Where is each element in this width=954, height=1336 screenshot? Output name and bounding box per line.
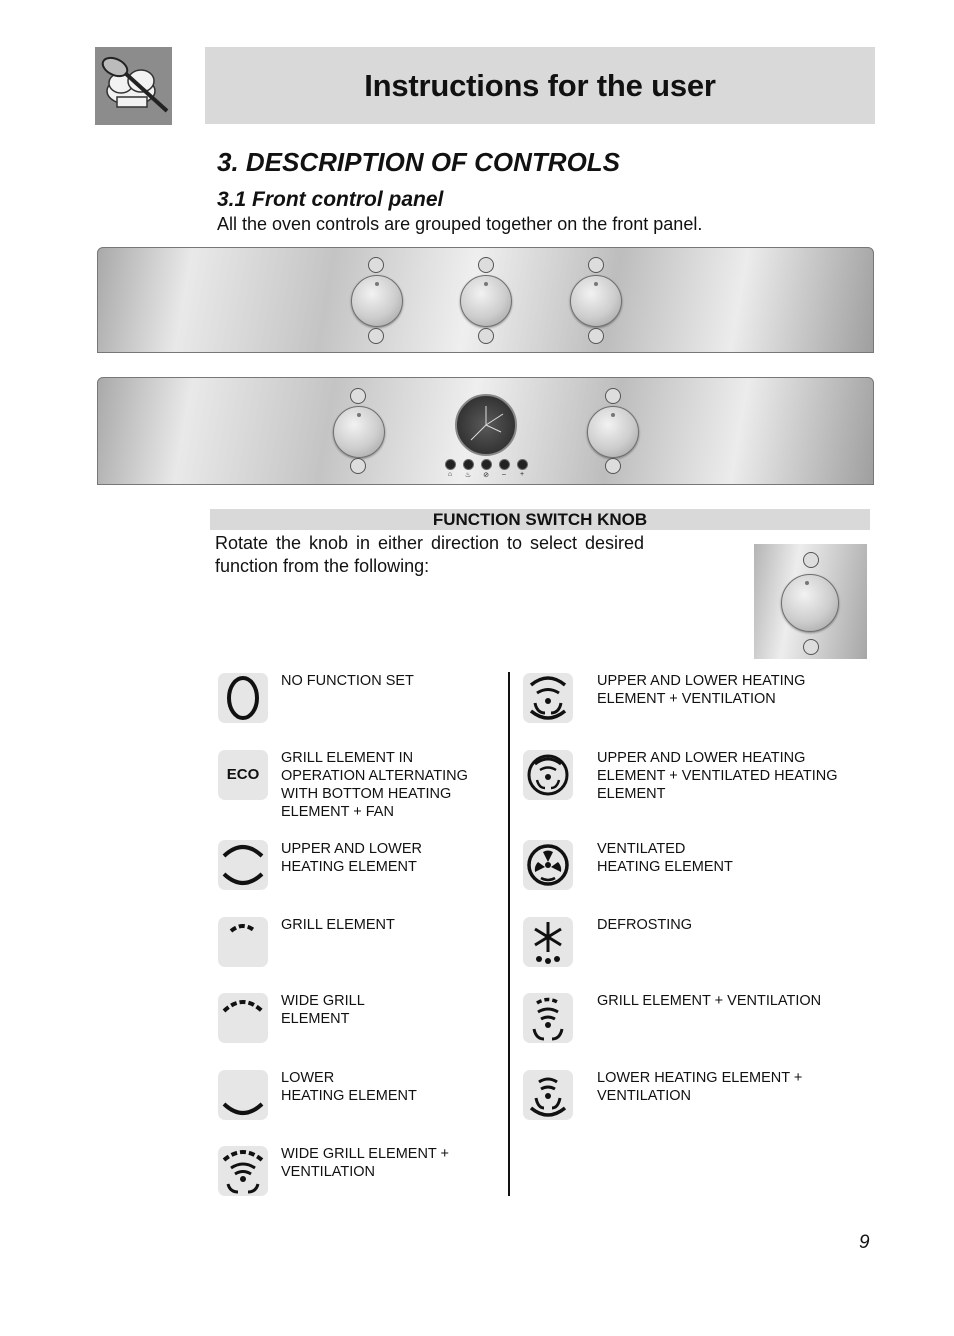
function-label: UPPER AND LOWER HEATING ELEMENT — [281, 841, 422, 875]
grill-ventilation-icon — [523, 993, 573, 1043]
section-title: 3. DESCRIPTION OF CONTROLS — [217, 147, 621, 177]
no-function-icon — [218, 673, 268, 723]
function-label: GRILL ELEMENT — [281, 917, 395, 933]
clock-button-label: ⌂ — [447, 471, 453, 478]
knob-indicator — [350, 458, 366, 474]
function-label: DEFROSTING — [597, 917, 693, 933]
timer-knob-image — [570, 275, 622, 327]
wide-grill-ventilation-icon — [218, 1146, 268, 1196]
knob-indicator — [588, 257, 604, 273]
function-switch-heading: FUNCTION SWITCH KNOB — [210, 509, 870, 530]
function-label: LOWER HEATING ELEMENT + VENTILATION — [597, 1070, 803, 1104]
function-knob-image — [781, 574, 839, 632]
eco-icon-text: ECO — [226, 766, 260, 783]
function-knob-image — [333, 406, 385, 458]
function-label: UPPER AND LOWER HEATING ELEMENT + VENTILATED HEATING ELEMENT — [597, 750, 838, 802]
page-number: 9 — [859, 1232, 870, 1253]
knob-indicator — [803, 639, 819, 655]
upper-lower-heating-icon — [218, 840, 268, 890]
knob-indicator — [588, 328, 604, 344]
clock-button-label: – — [502, 471, 506, 478]
front-control-panel-clock-image — [97, 377, 874, 485]
function-label: WIDE GRILL ELEMENT — [281, 993, 365, 1027]
clock-button-label: ⊘ — [483, 472, 489, 479]
function-knob-photo — [754, 544, 867, 659]
clock-button — [481, 459, 492, 470]
thermostat-knob-image — [460, 275, 512, 327]
clock-button — [517, 459, 528, 470]
header-bar — [205, 47, 875, 124]
front-control-panel-image — [97, 247, 874, 353]
clock-button — [445, 459, 456, 470]
knob-indicator — [478, 328, 494, 344]
section-subtitle: 3.1 Front control panel — [217, 188, 444, 211]
knob-indicator — [478, 257, 494, 273]
chef-logo — [95, 47, 172, 125]
clock-button — [463, 459, 474, 470]
function-knob-image — [351, 275, 403, 327]
lower-heating-icon — [218, 1070, 268, 1120]
wide-grill-icon — [218, 993, 268, 1043]
clock-button — [499, 459, 510, 470]
knob-indicator — [350, 388, 366, 404]
ventilated-heating-icon — [523, 840, 573, 890]
function-label: UPPER AND LOWER HEATING ELEMENT + VENTILATION — [597, 673, 806, 707]
function-label: GRILL ELEMENT IN OPERATION ALTERNATING WITH BOTTOM HEATING ELEMENT + FAN — [281, 750, 468, 820]
grill-element-icon — [218, 917, 268, 967]
analog-clock-image — [455, 394, 517, 456]
upper-lower-ventilated-heating-icon — [523, 750, 573, 800]
knob-indicator — [605, 458, 621, 474]
function-label: GRILL ELEMENT + VENTILATION — [597, 993, 822, 1009]
clock-button-label: + — [519, 471, 525, 478]
clock-button-label: ♨ — [464, 472, 472, 479]
knob-indicator — [803, 552, 819, 568]
eco-icon — [218, 750, 268, 800]
knob-indicator — [605, 388, 621, 404]
defrosting-icon — [523, 917, 573, 967]
function-label: WIDE GRILL ELEMENT + VENTILATION — [281, 1146, 450, 1180]
function-label: NO FUNCTION SET — [281, 673, 414, 689]
timer-knob-image — [587, 406, 639, 458]
function-label: VENTILATED HEATING ELEMENT — [597, 841, 733, 875]
lower-heating-ventilation-icon — [523, 1070, 573, 1120]
upper-lower-ventilation-icon — [523, 673, 573, 723]
page-header-title: Instructions for the user — [364, 68, 716, 103]
knob-indicator — [368, 257, 384, 273]
knob-indicator — [368, 328, 384, 344]
function-switch-description: Rotate the knob in either direction to select desired function from the following: — [215, 533, 644, 576]
function-label: LOWER HEATING ELEMENT — [281, 1070, 417, 1104]
section-intro: All the oven controls are grouped together on the front panel. — [217, 214, 703, 234]
